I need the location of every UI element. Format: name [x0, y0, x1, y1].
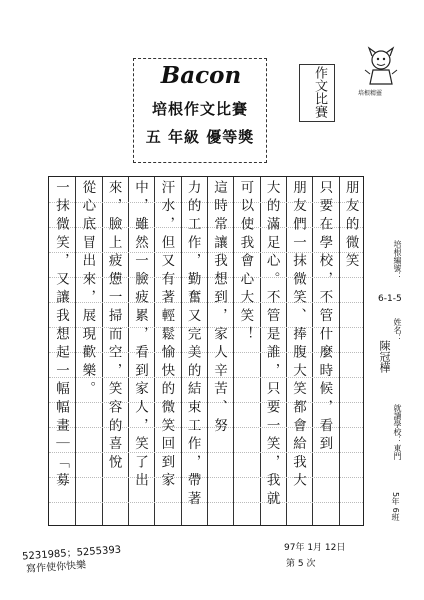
essay-line: 朋友們一抹微笑、捧腹大笑都會給我大: [290, 180, 306, 492]
mascot-caption: 培根精靈: [358, 90, 383, 97]
grid-row-line: [49, 477, 363, 478]
contest-title: 培根作文比賽: [151, 100, 248, 118]
award-level: 五 年級 優等獎: [145, 128, 255, 146]
student-id-label: 培根編號：: [393, 240, 402, 280]
essay-line: 只要在學校，不管什麼時候，看到: [316, 180, 333, 455]
essay-line: 汗水，但又有著輕鬆愉快的微笑回到家: [158, 180, 175, 492]
brand-logo: Bacon: [160, 62, 242, 89]
essay-line: 中，雖然一臉疲累，看到家人，笑了出: [132, 180, 148, 492]
essay-line: 來，臉上疲憊一掃而空，笑容的喜悅: [105, 180, 122, 473]
grade-class: 5年 6班: [391, 492, 400, 521]
slogan: 寫作使你快樂: [25, 559, 87, 576]
school: 就讀學校：東門: [393, 404, 402, 460]
submission-count: 第 5 次: [286, 559, 316, 569]
student-id: 6-1-5: [378, 294, 402, 304]
essay-line: 這時常讓我想到，家人辛苦、努: [211, 180, 227, 437]
corner-stamp-text: 作文比賽: [312, 66, 327, 118]
phone-numbers: 5231985；5255393: [21, 544, 122, 563]
student-name: 陳冠樺: [378, 340, 391, 373]
grid-row-line: [49, 502, 363, 503]
essay-line: 從心底冒出來，展現歡樂。: [79, 180, 96, 400]
mascot-icon: [363, 46, 399, 88]
essay-line: 力的工作，勤奮又完美的結束工作，帶著: [184, 180, 201, 510]
essay-line: 一抹微笑，又讓我想起一幅幅畫｜「募: [53, 180, 69, 492]
essay-line: 大的滿足心。不管是誰，只要一笑，我就: [263, 180, 280, 510]
submission-date: 97年 1月 12日: [284, 543, 346, 553]
name-label: 姓名：: [393, 318, 402, 342]
essay-line: 可以使我會心大笑！: [237, 180, 254, 345]
essay-title: 朋友的微笑: [342, 180, 359, 272]
